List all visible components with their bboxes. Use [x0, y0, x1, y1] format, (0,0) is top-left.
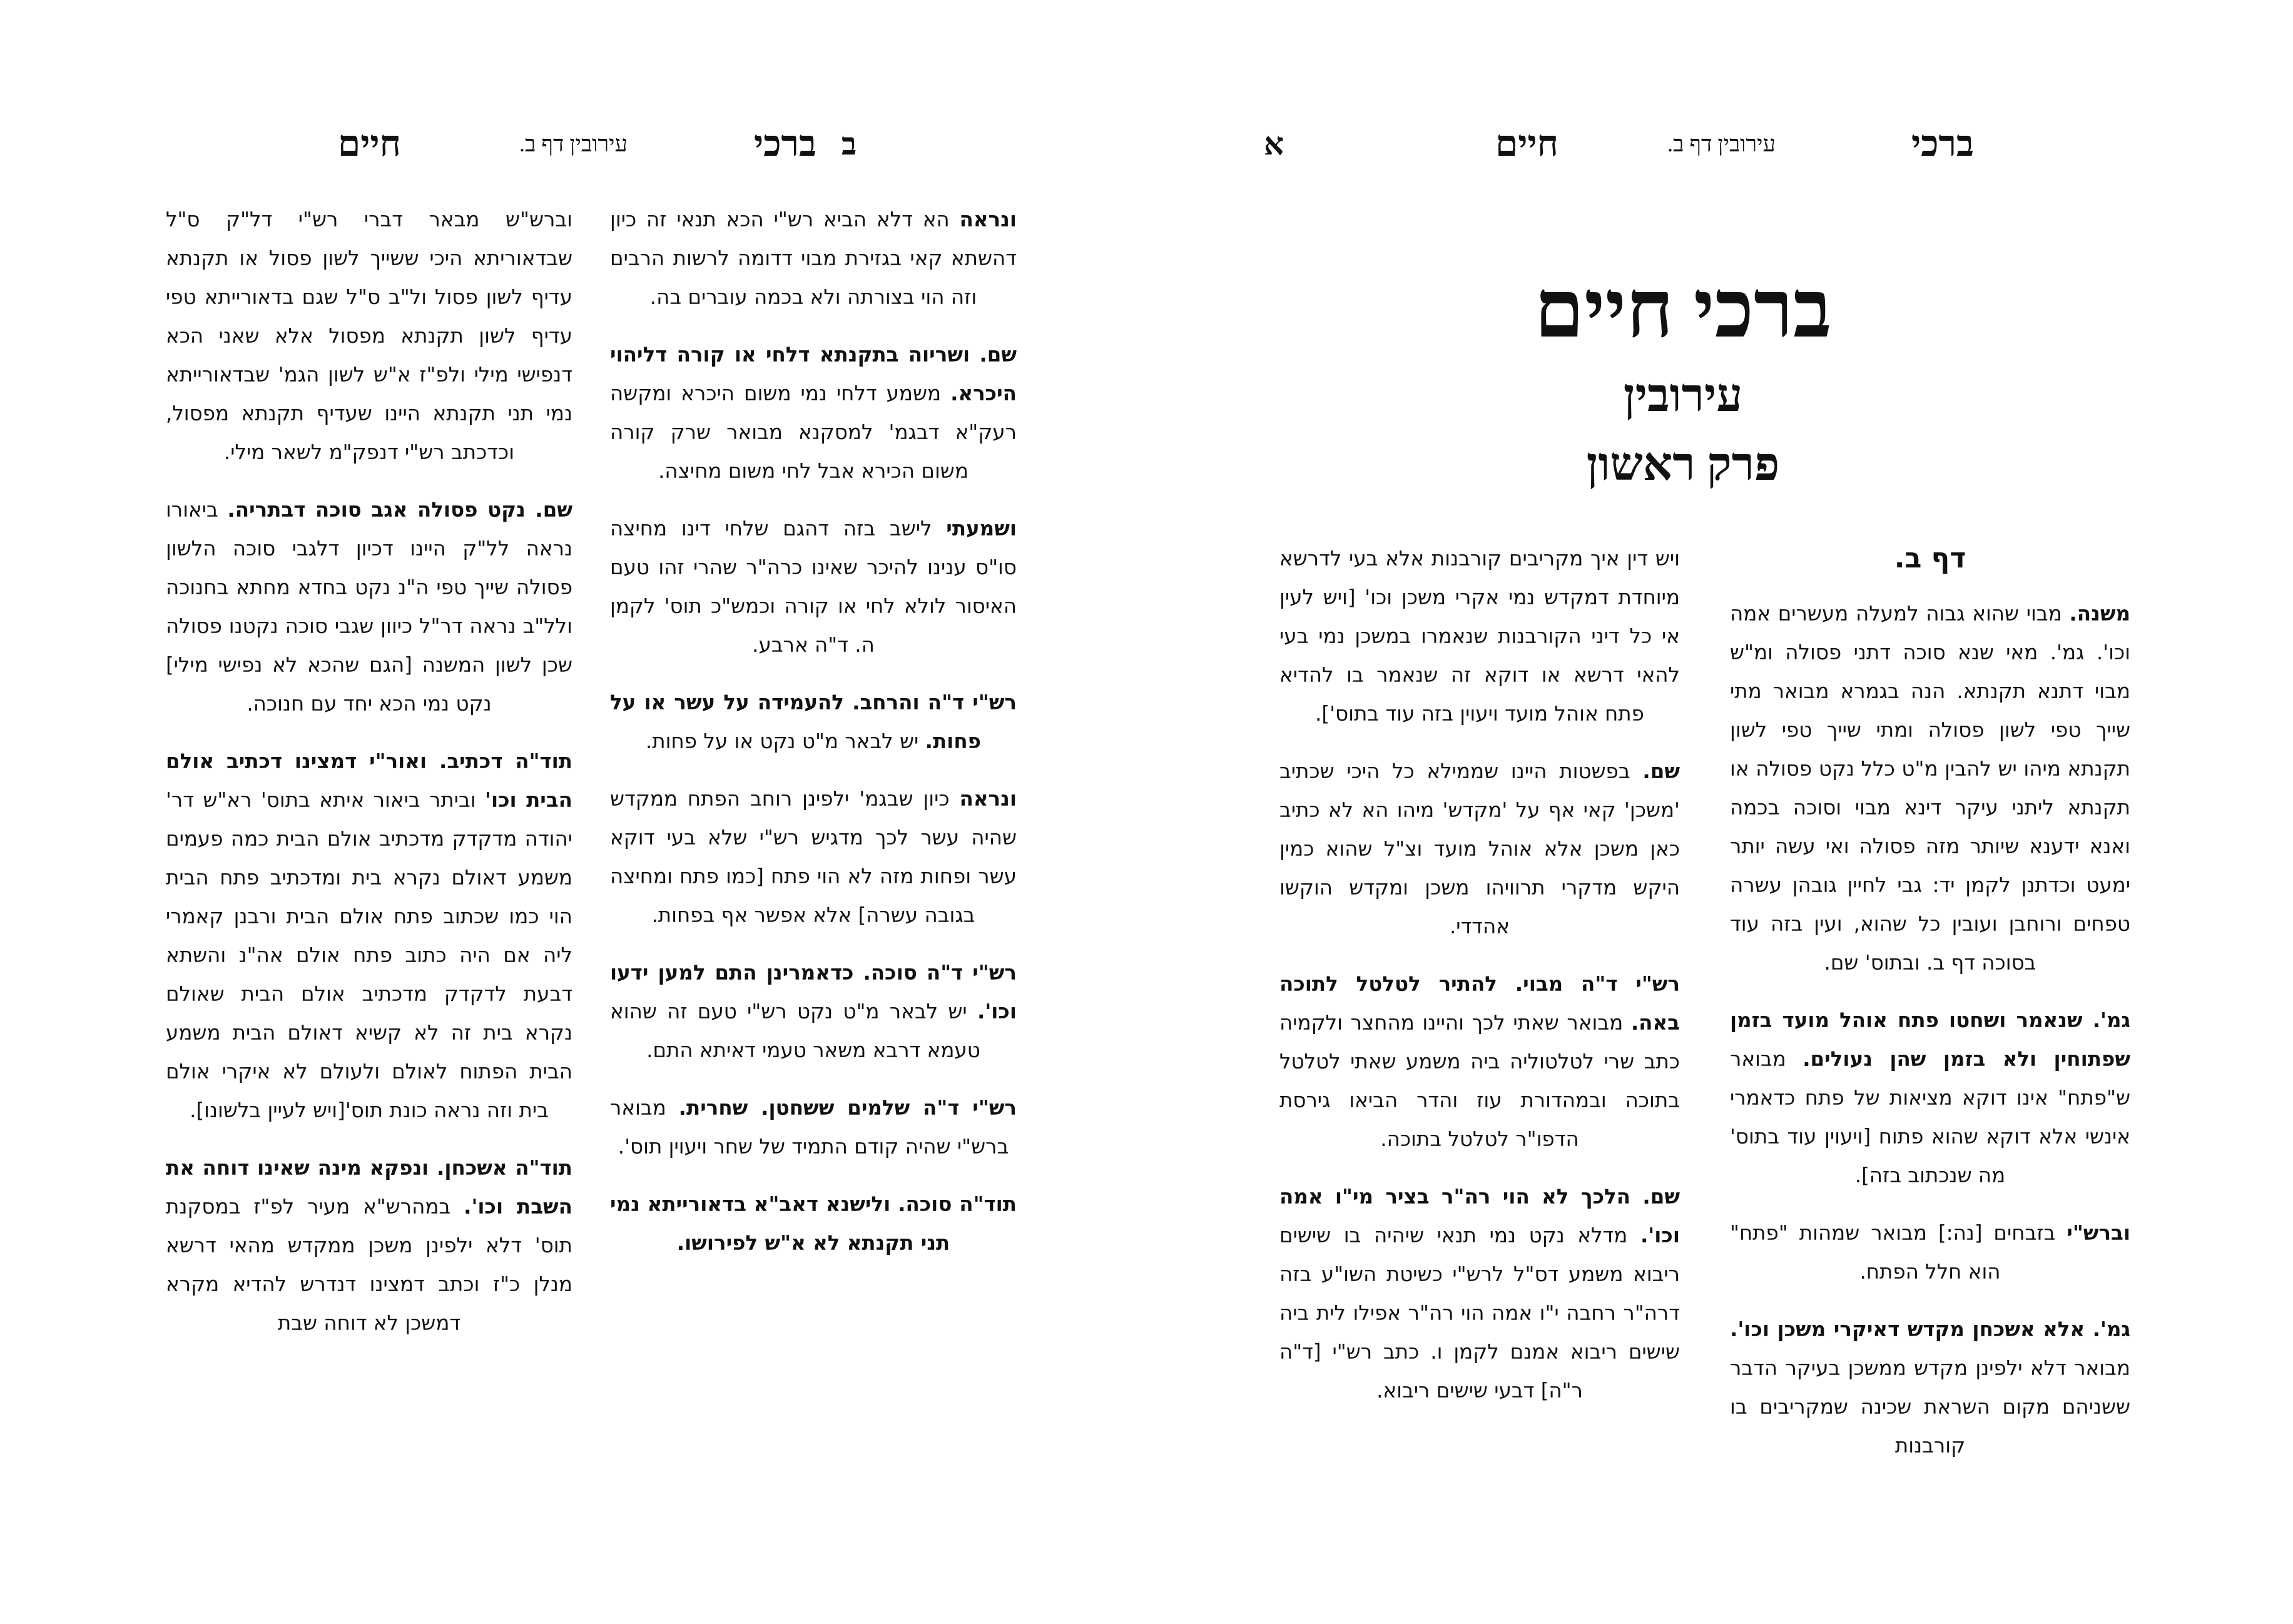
paragraph-lead: רש"י ד"ה מבוי. להתיר לטלטל לתוכה באה.	[1279, 972, 1680, 1035]
paragraph-text: לישב בזה דהגם שלחי דינו מחיצה סו"ס ענינו להיכר שאינו כרה"ר שהרי זהו טעם האיסור לולא לחי או קורה וכמש"כ תוס' לקמן ה. ד"ה ארבע.	[610, 517, 1017, 657]
title-block	[1464, 263, 1902, 499]
paragraph-lead: ונראה	[959, 787, 1017, 811]
column-left	[1279, 539, 1680, 1429]
paragraph	[1730, 1001, 2130, 1195]
paragraph	[166, 742, 572, 1130]
paragraph-lead: שם.	[1642, 759, 1680, 783]
paragraph-text: משמע דלחי נמי משום היכרא ומקשה רעק"א דבגמ' למסקנא מבואר שרק קורה משום הכירא אבל לחי משום מחיצה.	[610, 382, 1017, 483]
paragraph-text: יש לבאר מ"ט נקט רש"י טעם זה שהוא טעמא דרבא משאר טעמי דאיתא התם.	[610, 1000, 980, 1062]
paragraph-text: הא דלא הביא רש"י הכא תנאי זה כיון דהשתא קאי בגזירת מבוי דדומה לרשות הרבים וזה הוי בצורתה ולא בכמה עוברים בה.	[610, 208, 1017, 309]
paragraph-lead: תוד"ה סוכה. ולישנא דאב"א בדאורייתא נמי תני תקנתא לא א"ש לפירושו.	[610, 1192, 1017, 1255]
paragraph-text: בפשטות היינו שממילא כל היכי שכתיב 'משכן' קאי אף על 'מקדש' מיהו הא לא כתיב כאן משכן אלא אוהל מועד וצ"ל שהוא כמין היקש מדקרי תרוויהו משכן ומקדש הוקשו אהדדי.	[1279, 759, 1680, 938]
paragraph	[1279, 539, 1680, 733]
paragraph-text: מדלא נקט נמי תנאי שיהיה בו שישים ריבוא משמע דס"ל לרש"י כשיטת השו"ע בזה דרה"ר רחבה י"ו אמה הוי רה"ר אפילו לית ביה שישים ריבוא אמנם לקמן ו. כתב רש"י [ד"ה ר"ה] דבעי שישים ריבוא.	[1279, 1224, 1680, 1403]
paragraph-lead: רש"י ד"ה שלמים ששחטן. שחרית.	[678, 1096, 1017, 1120]
header-title-word-2: חיים	[1495, 123, 1558, 164]
paragraph-lead: משנה.	[2069, 602, 2130, 626]
page-number: א	[1264, 126, 1284, 161]
paragraph	[166, 1149, 572, 1342]
paragraph	[1730, 594, 2130, 982]
paragraph	[1730, 1310, 2130, 1465]
paragraph-lead: תוד"ה דכתיב. ואור"י דמצינו דכתיב אולם הבית וכו'	[166, 749, 572, 812]
paragraph-text: מבואר ש"פתח" אינו דוקא מציאות של פתח כדאמרי אינשי אלא דוקא שהוא פתוח [ויעוין עוד בתוס' מה שנכתוב בזה].	[1730, 1047, 2130, 1187]
paragraph	[166, 490, 572, 723]
book-title: ברכי חיים	[1534, 265, 1832, 354]
paragraph-text: וביתר ביאור איתא בתוס' רא"ש דר' יהודה מדקדק מדכתיב אולם הבית כמה פעמים משמע דאולם נקרא בית ומדכתיב פתח הבית הוי כמו שכתוב פתח אולם הבית ורבנן קאמרי ליה אם היה כתוב פתח אולם אה"נ והשתא דבעת לדקדק מדכתיב אולם הבית שאולם נקרא בית זה לא קשיא דאולם הבית משמע הבית הפתוח לאולם ולעולם לא איקרי אולם בית וזה נראה כונת תוס'[ויש לעיין בלשונו].	[166, 788, 572, 1122]
paragraph-lead: שם. הלכך לא הוי רה"ר בציר מי"ו אמה וכו'.	[1279, 1185, 1680, 1247]
column-left	[166, 200, 572, 1361]
paragraph-lead: וברש"י	[2067, 1221, 2130, 1245]
paragraph	[1279, 752, 1680, 946]
paragraph-lead: שם. ושריוה בתקנתא דלחי או קורה דליהוי היכרא.	[610, 343, 1017, 405]
running-head: עירובין דף ב.	[1667, 131, 1776, 156]
paragraph-lead: שם. נקט פסולה אגב סוכה דבתריה.	[227, 498, 572, 522]
paragraph-text: מבואר שאתי לכך והיינו מהחצר ולקמיה כתב שרי לטלטוליה ביה משמע שאתי לטלטל בתוכה ובמהדורת עוז והדר הביאו גירסת הדפו"ר לטלטל בתוכה.	[1279, 1011, 1680, 1151]
paragraph-text: ביאורו נראה לל"ק היינו דכיון דלגבי סוכה הלשון פסולה שייך טפי ה"נ נקט בחדא מחתא בחנוכה ולל"ב נראה דר"ל כיוון שגבי סוכה נקטנו פסולה שכן לשון המשנה [הגם שהכא לא נפישי מילי] נקט נמי הכא יחד עם חנוכה.	[166, 498, 572, 716]
paragraph-lead: ושמעתי	[946, 517, 1017, 540]
header-title-word-1: ברכי	[1911, 123, 1974, 164]
paragraph	[610, 335, 1017, 490]
header-title-word-1: ברכי	[754, 123, 816, 164]
chapter-title: פרק ראשון	[1586, 439, 1780, 490]
paragraph	[1279, 1177, 1680, 1410]
running-head: עירובין דף ב.	[519, 131, 628, 156]
tractate-title: עירובין	[1623, 370, 1743, 422]
paragraph-lead: רש"י ד"ה סוכה. כדאמרינן התם למען ידעו וכו'.	[610, 961, 1017, 1023]
paragraph	[166, 200, 572, 472]
paragraph	[610, 779, 1017, 935]
paragraph	[610, 1089, 1017, 1166]
paragraph-text: כיון שבגמ' ילפינן רוחב הפתח ממקדש שהיה עשר לכך מדגיש רש"י שלא בעי דוקא עשר ופחות מזה לא הוי פתח [כמו פתח ומחיצה בגובה עשרה] אלא אפשר אף בפחות.	[610, 787, 1017, 927]
daf-heading: דף ב.	[1894, 542, 1966, 574]
column-right	[1730, 539, 2130, 1484]
paragraph-text: יש לבאר מ"ט נקט או על פחות.	[645, 729, 919, 753]
paragraph-text: ויש דין איך מקריבים קורבנות אלא בעי לדרשא מיוחדת דמקדש נמי אקרי משכן וכו' [ויש לעין אי כל דיני הקורבנות שנאמרו במשכן נמי בעי להאי דרשא או דוקא זה שנאמר בו להדיא פתח אוהל מועד ויעוין בזה עוד בתוס'].	[1279, 547, 1680, 726]
paragraph-text: במהרש"א מעיר לפ"ז במסקנת תוס' דלא ילפינן משכן ממקדש מהאי דרשא מנלן כ"ז וכתב דמצינו דנדרש להדיא מקרא דמשכן לא דוחה שבת	[166, 1195, 572, 1335]
paragraph-lead: רש"י ד"ה והרחב. להעמידה על עשר או על פחות.	[610, 691, 1017, 753]
paragraph-lead: גמ'. שנאמר ושחטו פתח אוהל מועד בזמן שפתוחין ולא בזמן שהן נעולים.	[1730, 1008, 2130, 1071]
paragraph-text: מבואר דלא ילפינן מקדש ממשכן בעיקר הדבר ששניהם מקום השראת שכינה שמקריבים בו קורבנות	[1730, 1356, 2130, 1458]
column-right	[610, 200, 1017, 1281]
paragraph	[610, 953, 1017, 1070]
page-left	[0, 0, 1145, 1624]
paragraph-text: מבוי שהוא גבוה למעלה מעשרים אמה וכו'. גמ'. מאי שנא סוכה דתני פסולה ומ"ש מבוי דתנא תקנתא. הנה בגמרא מבואר מתי שייך טפי לשון פסולה ומתי שייך טפי לשון תקנתא מיהו יש להבין מ"ט כלל נקט פסולה או תקנתא ליתני עיקר דינא מבוי וסוכה בכמה ואנא ידענא שיותר מזה פסולה ואי עשה יותר ימעט וכדתנן לקמן יד: גבי לחיין גובהן עשרה טפחים ורוחבן ועובין כל שהוא, ועין בזה עוד בסוכה דף ב. ובתוס' שם.	[1730, 602, 2130, 975]
paragraph	[1279, 965, 1680, 1159]
paragraph	[610, 683, 1017, 761]
paragraph-text: מבואר ברש"י שהיה קודם התמיד של שחר ויעוין תוס'.	[610, 1096, 1009, 1159]
paragraph	[610, 200, 1017, 317]
page-number: ב	[841, 126, 857, 161]
paragraph-lead: תוד"ה אשכחן. ונפקא מינה שאינו דוחה את השבת וכו'.	[166, 1156, 572, 1219]
paragraph-lead: ונראה	[959, 208, 1017, 231]
paragraph	[610, 1185, 1017, 1262]
paragraph	[610, 509, 1017, 664]
paragraph-text: וברש"ש מבאר דברי רש"י דל"ק ס"ל שבדאוריתא היכי ששייך לשון פסול או תקנתא עדיף לשון פסול ול"ב ס"ל שגם בדאורייתא טפי עדיף לשון תקנתא מפסול אלא שאני הכא דנפישי מילי ולפ"ז א"ש לשון הגמ' שבדאורייתא נמי תני תקנתא היינו שעדיף תקנתא מפסול, וכדכתב רש"י דנפק"מ לשאר מילי.	[166, 208, 572, 464]
paragraph	[1730, 1214, 2130, 1291]
paragraph-lead: גמ'. אלא אשכחן מקדש דאיקרי משכן וכו'.	[1730, 1317, 2130, 1341]
paragraph-text: בזבחים [נה:] מבואר שמהות "פתח" הוא חלל הפתח.	[1730, 1221, 2056, 1284]
header-title-word-2: חיים	[338, 123, 401, 164]
